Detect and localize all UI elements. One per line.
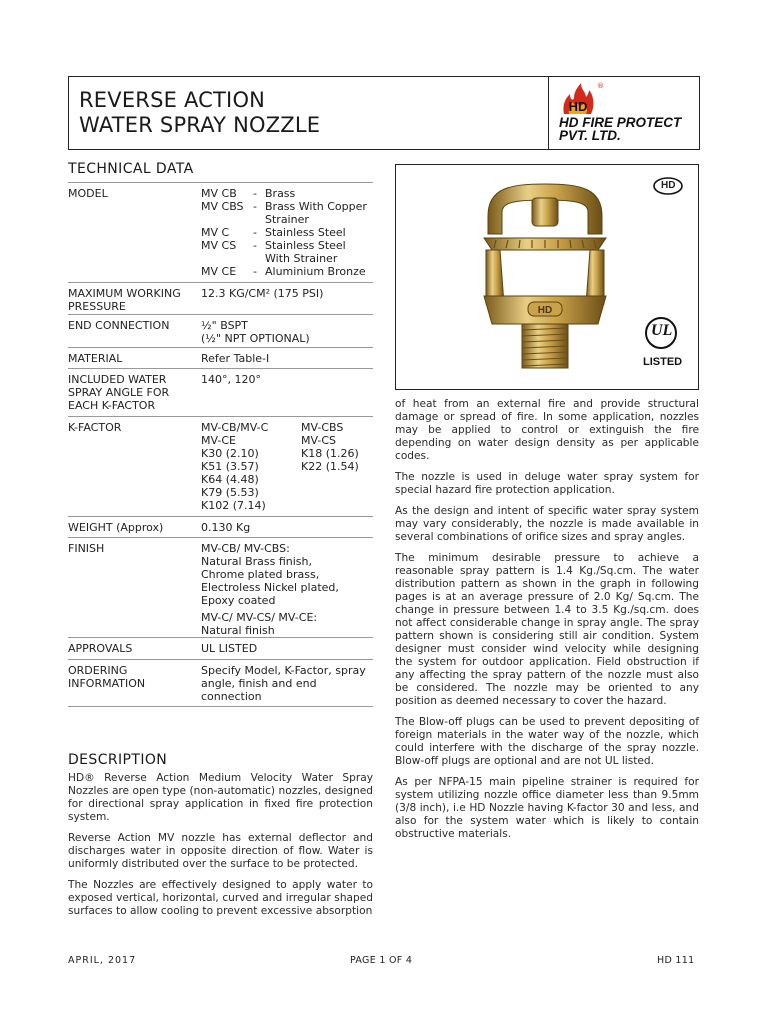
ul-mark-text: UL bbox=[651, 322, 673, 339]
table-row-approvals bbox=[68, 637, 373, 659]
description-paragraph: As the design and intent of specific water spray system may vary considerably, the nozzle is made available in several combinations of orifice sizes and spray angles. bbox=[395, 505, 699, 543]
approvals-value: UL LISTED bbox=[201, 642, 258, 655]
k-factor-values bbox=[201, 421, 373, 512]
spray-angle-value: 140°, 120° bbox=[201, 373, 261, 386]
description-left-column bbox=[68, 772, 373, 926]
model-label: MODEL bbox=[68, 187, 108, 200]
model-item: MV CE - Aluminium Bronze bbox=[201, 265, 366, 278]
footer-doc-code: HD 111 bbox=[657, 955, 695, 966]
model-item: MV CBS - Brass With Copper Strainer bbox=[201, 200, 367, 226]
nozzle-product-image bbox=[470, 176, 620, 380]
table-row-pressure bbox=[68, 282, 373, 314]
table-row-ordering bbox=[68, 659, 373, 707]
description-paragraph: As per NFPA-15 main pipeline strainer is required for system utilizing nozzle office diameter less than 9.5mm (3/8 inch), i.e HD Nozzle having K-factor 30 and less, and also for the system water which is likely to contain obstructive materials. bbox=[395, 776, 699, 840]
registered-mark-icon: ® bbox=[597, 82, 604, 90]
ordering-value: Specify Model, K-Factor, spray angle, finish and end connection bbox=[201, 664, 366, 703]
description-paragraph: The Blow-off plugs can be used to prevent depositing of foreign materials in the water way of the nozzle, which could interfere with the discharge of the spray nozzle. Blow-off plugs are optional and are not UL listed. bbox=[395, 716, 699, 767]
technical-data-table bbox=[68, 182, 373, 707]
footer-page-number: PAGE 1 OF 4 bbox=[350, 955, 413, 966]
end-connection-label: END CONNECTION bbox=[68, 319, 170, 332]
spray-angle-label: INCLUDED WATER SPRAY ANGLE FOR EACH K-FACTOR bbox=[68, 373, 170, 412]
weight-label: WEIGHT (Approx) bbox=[68, 521, 164, 534]
k-factor-label: K-FACTOR bbox=[68, 421, 122, 434]
material-label: MATERIAL bbox=[68, 352, 123, 365]
description-right-column bbox=[395, 398, 699, 849]
description-paragraph: The minimum desirable pressure to achieve a reasonable spray pattern is 1.4 Kg./Sq.cm. The water distribution pattern as shown in the graph in following pages is at an average pressure of 2.0 Kg/ Sq.cm. The change in pressure between 1.4 to 3.5 Kg./sq.cm. does not affect considerable change in spray angle. The spray pattern shown is considering still air condition. System designer must consider wind velocity while designing the system for outdoor application. Field obstruction if any affecting the spray pattern of the nozzle must also be considered. The nozzle may be oriented to any position as deemed necessary to cover the hazard. bbox=[395, 552, 699, 707]
table-row-finish bbox=[68, 537, 373, 637]
description-paragraph: Reverse Action MV nozzle has external deflector and discharges water in opposite direction of flow. Water is uniformly distributed over the surface to be protected. bbox=[68, 832, 373, 870]
table-row-k-factor bbox=[68, 416, 373, 516]
end-connection-value: ½" BSPT (½" NPT OPTIONAL) bbox=[201, 319, 310, 345]
table-row-end-connection bbox=[68, 314, 373, 347]
title-divider bbox=[548, 76, 549, 150]
k-factor-col-1: MV-CB/MV-C MV-CE K30 (2.10) K51 (3.57) K64 (4.48) K79 (5.53) K102 (7.14) bbox=[201, 421, 269, 512]
page-title-line-2: WATER SPRAY NOZZLE bbox=[79, 113, 321, 137]
ordering-label: ORDERING INFORMATION bbox=[68, 664, 146, 690]
description-paragraph: The Nozzles are effectively designed to apply water to exposed vertical, horizontal, curved and irregular shaped surfaces to allow cooling to prevent excessive absorption bbox=[68, 879, 373, 917]
pressure-value: 12.3 KG/CM² (175 PSI) bbox=[201, 287, 324, 300]
ul-listed-text: LISTED bbox=[643, 356, 683, 368]
model-item: MV C - Stainless Steel bbox=[201, 226, 346, 239]
description-paragraph: of heat from an external fire and provide structural damage or spread of fire. In some application, nozzles may be applied to control or extinguish the fire depending on water design density as per applicable codes. bbox=[395, 398, 699, 462]
model-item: MV CB - Brass bbox=[201, 187, 296, 200]
description-paragraph: The nozzle is used in deluge water spray system for special hazard fire protection application. bbox=[395, 471, 699, 496]
footer-date: APRIL, 2017 bbox=[68, 955, 137, 966]
technical-data-heading: TECHNICAL DATA bbox=[68, 161, 194, 177]
svg-text:HD: HD bbox=[568, 99, 588, 114]
company-name-line-2: PVT. LTD. bbox=[559, 128, 621, 143]
description-paragraph: HD® Reverse Action Medium Velocity Water Spray Nozzles are open type (non-automatic) nozzles, designed for directional spray application in fixed fire protection system. bbox=[68, 772, 373, 823]
approvals-label: APPROVALS bbox=[68, 642, 133, 655]
table-row-model bbox=[68, 182, 373, 282]
description-heading: DESCRIPTION bbox=[68, 752, 168, 768]
k-factor-col-2: MV-CBS MV-CS K18 (1.26) K22 (1.54) bbox=[301, 421, 359, 473]
weight-value: 0.130 Kg bbox=[201, 521, 251, 534]
finish-label: FINISH bbox=[68, 542, 105, 555]
table-row-spray-angle bbox=[68, 368, 373, 416]
finish-value: MV-CB/ MV-CBS: Natural Brass finish, Chrome plated brass, Electroless Nickel plated, Epoxy coated MV-C/ MV-CS/ MV-CE: Natural finish bbox=[201, 542, 339, 637]
table-row-weight bbox=[68, 516, 373, 537]
model-values bbox=[201, 187, 373, 278]
company-name-line-1: HD FIRE PROTECT bbox=[559, 115, 682, 130]
pressure-label: MAXIMUM WORKING PRESSURE bbox=[68, 287, 181, 313]
svg-text:HD: HD bbox=[537, 305, 553, 316]
hd-flame-logo-icon bbox=[560, 82, 596, 116]
table-row-material bbox=[68, 347, 373, 368]
hd-badge-text: HD bbox=[661, 180, 676, 191]
model-item: MV CS - Stainless Steel With Strainer bbox=[201, 239, 346, 265]
page-title-line-1: REVERSE ACTION bbox=[79, 88, 266, 112]
material-value: Refer Table-I bbox=[201, 352, 270, 365]
